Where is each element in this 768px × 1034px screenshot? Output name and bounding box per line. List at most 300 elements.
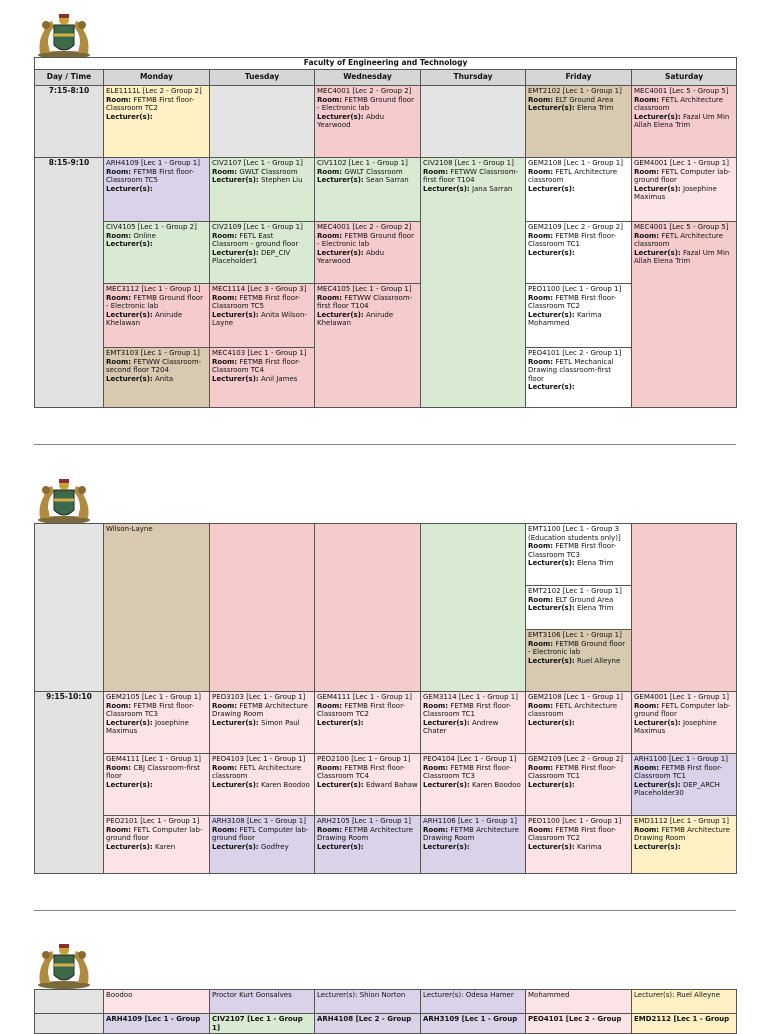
course-code: GEM2108 [Lec 1 - Group 1]: [528, 159, 623, 167]
class-cell[interactable]: [421, 816, 526, 874]
room-line: [106, 764, 207, 781]
course-code: EMT2102 [Lec 1 - Group 1]: [528, 587, 622, 595]
room-line: [528, 168, 629, 185]
room-label: Room:: [423, 763, 449, 772]
room-line: [212, 764, 312, 781]
class-cell-continued[interactable]: [632, 524, 737, 692]
class-cell[interactable]: [210, 754, 315, 816]
lecturer-value: Edward Bahaw: [365, 780, 418, 789]
class-cell[interactable]: [421, 692, 526, 754]
room-label: Room:: [317, 231, 343, 240]
course-code: GEM2105 [Lec 1 - Group 1]: [106, 693, 201, 701]
class-cell[interactable]: [526, 816, 632, 874]
room-value: FETL Architecture classroom: [528, 167, 618, 185]
room-value: FETMB First floor-Classroom TC2: [528, 293, 617, 311]
room-value: FETMB Architecture Drawing Room: [634, 825, 730, 843]
room-label: Room:: [212, 167, 238, 176]
crest-icon: [32, 941, 96, 991]
lecturer-line: [528, 559, 629, 568]
class-cell[interactable]: [526, 86, 632, 158]
class-cell[interactable]: ARH4108 [Lec 2 - Group: [315, 1014, 421, 1034]
room-value: FETMB First floor-Classroom TC2: [317, 701, 406, 719]
course-code: MEC4001 [Lec 5 - Group 5]: [634, 223, 729, 231]
room-value: FETMB Architecture Drawing Room: [317, 825, 413, 843]
course-code: CIV2107 [Lec 1 - Group 1]: [212, 159, 303, 167]
class-cell-continued[interactable]: Boodoo: [104, 990, 210, 1014]
course-code: PEO3103 [Lec 1 - Group 1]: [212, 693, 306, 701]
room-line: [212, 294, 312, 311]
class-cell[interactable]: [632, 692, 737, 754]
class-cell[interactable]: [526, 630, 632, 692]
lecturer-label: Lecturer(s):: [212, 374, 259, 383]
room-line: [423, 168, 523, 185]
lecturer-label: Lecturer(s):: [528, 104, 575, 113]
class-cell[interactable]: PEO4101 [Lec 2 - Group: [526, 1014, 632, 1034]
class-cell[interactable]: [210, 692, 315, 754]
lecturer-line: [317, 843, 418, 852]
course-code: ARH2105 [Lec 1 - Group 1]: [317, 817, 411, 825]
class-cell[interactable]: [632, 816, 737, 874]
lecturer-line: [317, 311, 418, 328]
course-code: GEM2108 [Lec 1 - Group 1]: [528, 693, 623, 701]
lecturer-value: Anita Wilson-Layne: [212, 310, 307, 328]
lecturer-line: [212, 311, 312, 328]
course-code: EMT3106 [Lec 1 - Group 1]: [528, 631, 622, 639]
lecturer-line: [634, 113, 734, 130]
lecturer-line: [106, 719, 207, 736]
room-label: Room:: [212, 701, 238, 710]
course-code: PEO2100 [Lec 1 - Group 1]: [317, 755, 411, 763]
class-cell[interactable]: [104, 222, 210, 284]
room-line: [423, 764, 523, 781]
timetable-page-2: [34, 523, 736, 879]
class-cell[interactable]: [632, 86, 737, 158]
lecturer-line: [106, 781, 207, 790]
lecturer-value: Karen: [154, 842, 176, 851]
lecturer-label: Lecturer(s):: [634, 184, 681, 193]
crest-logo: [32, 941, 96, 991]
header-monday: Monday: [104, 70, 210, 86]
lecturer-value: DEP_ARCH Placeholder30: [634, 780, 720, 798]
class-cell[interactable]: [526, 284, 632, 348]
lecturer-line: [423, 185, 523, 194]
lecturer-label: Lecturer(s):: [106, 240, 153, 249]
lecturer-line: [634, 719, 734, 736]
room-line: [212, 232, 312, 249]
course-code: GEM2109 [Lec 2 - Group 2]: [528, 755, 623, 763]
room-line: [423, 826, 523, 843]
time-slot: 8:15-9:10: [35, 158, 104, 408]
class-cell[interactable]: [421, 754, 526, 816]
room-label: Room:: [106, 231, 132, 240]
page-divider: [34, 910, 736, 911]
class-cell[interactable]: [526, 222, 632, 284]
class-cell[interactable]: EMD2112 [Lec 1 - Group: [632, 1014, 737, 1034]
room-label: Room:: [528, 167, 554, 176]
room-line: [106, 168, 207, 185]
class-cell[interactable]: [210, 816, 315, 874]
room-value: ELT Ground Area: [555, 595, 614, 604]
room-label: Room:: [106, 701, 132, 710]
crest-icon: [32, 476, 96, 526]
course-code: MEC4103 [Lec 1 - Group 1]: [212, 349, 307, 357]
room-line: [528, 358, 629, 384]
class-cell[interactable]: ARH3109 [Lec 1 - Group: [421, 1014, 526, 1034]
lecturer-label: Lecturer(s):: [317, 842, 364, 851]
room-value: FETMB Ground floor - Electronic lab: [317, 231, 414, 249]
class-cell[interactable]: [104, 284, 210, 348]
room-value: FETMB First floor-Classroom TC1: [528, 231, 617, 249]
lecturer-label: Lecturer(s):: [634, 842, 681, 851]
lecturer-line: [106, 843, 207, 852]
room-label: Room:: [423, 167, 449, 176]
class-cell[interactable]: [315, 816, 421, 874]
room-label: Room:: [212, 357, 238, 366]
lecturer-label: Lecturer(s):: [106, 374, 153, 383]
class-cell[interactable]: [104, 348, 210, 408]
course-code: MEC4001 [Lec 5 - Group 5]: [634, 87, 729, 95]
lecturer-line: [528, 249, 629, 258]
lecturer-label: Lecturer(s):: [106, 718, 153, 727]
lecturer-value: Jana Sarran: [471, 184, 513, 193]
class-cell-continued[interactable]: Mohammed: [526, 990, 632, 1014]
class-cell[interactable]: [526, 158, 632, 222]
lecturer-value: Stephen Liu: [260, 176, 303, 185]
room-line: [528, 640, 629, 657]
room-label: Room:: [528, 763, 554, 772]
lecturer-label: Lecturer(s):: [212, 310, 259, 319]
lecturer-label: Lecturer(s):: [317, 248, 364, 257]
class-cell[interactable]: [632, 754, 737, 816]
lecturer-value: Anita: [154, 374, 174, 383]
lecturer-label: Lecturer(s):: [634, 112, 681, 121]
class-cell-continued[interactable]: [210, 524, 315, 692]
room-label: Room:: [528, 357, 554, 366]
room-label: Room:: [212, 763, 238, 772]
room-label: Room:: [212, 825, 238, 834]
course-code: GEM4111 [Lec 1 - Group 1]: [106, 755, 201, 763]
lecturer-line: [423, 719, 523, 736]
lecturer-line: [212, 843, 312, 852]
lecturer-label: Lecturer(s):: [106, 842, 153, 851]
course-code: MEC1114 [Lec 3 - Group 3]: [212, 285, 307, 293]
course-code: GEM2109 [Lec 2 - Group 2]: [528, 223, 623, 231]
course-code: CIV2109 [Lec 1 - Group 1]: [212, 223, 303, 231]
class-cell[interactable]: [632, 222, 737, 408]
room-label: Room:: [212, 293, 238, 302]
lecturer-line: [106, 311, 207, 328]
room-value: FETL Computer lab-ground floor: [634, 701, 731, 719]
class-cell-continued[interactable]: Proctor Kurt Gonsalves: [210, 990, 315, 1014]
room-value: FETL Architecture classroom: [212, 763, 302, 781]
class-cell-continued[interactable]: Lecturer(s): Odesa Hamer: [421, 990, 526, 1014]
room-value: FETMB First floor-Classroom TC1: [528, 763, 617, 781]
room-label: Room:: [528, 231, 554, 240]
course-code: ELE1111L [Lec 2 - Group 2]: [106, 87, 202, 95]
room-label: Room:: [106, 293, 132, 302]
lecturer-label: Lecturer(s):: [212, 248, 259, 257]
room-line: [634, 702, 734, 719]
lecturer-value: Elena Trim: [576, 604, 614, 613]
course-code: EMT1100 [Lec 1 - Group 3 (Education students only)]: [528, 525, 621, 542]
room-label: Room:: [528, 595, 554, 604]
room-value: Online: [133, 231, 156, 240]
room-label: Room:: [634, 231, 660, 240]
room-value: FETMB First floor-Classroom TC1: [423, 701, 512, 719]
room-value: FETL Computer lab-ground floor: [212, 825, 309, 843]
room-label: Room:: [634, 763, 660, 772]
lecturer-line: [634, 843, 734, 852]
course-code: MEC4001 [Lec 2 - Group 2]: [317, 223, 412, 231]
room-label: Room:: [634, 167, 660, 176]
lecturer-line: [528, 311, 629, 328]
room-value: FETMB Ground floor - Electronic lab: [106, 293, 203, 311]
room-line: [212, 358, 312, 375]
course-code: GEM4111 [Lec 1 - Group 1]: [317, 693, 412, 701]
lecturer-value: Karen Boodoo: [260, 780, 310, 789]
lecturer-line: [106, 375, 207, 384]
lecturer-label: Lecturer(s):: [528, 310, 575, 319]
lecturer-label: Lecturer(s):: [528, 184, 575, 193]
room-value: FETL East Classroom - ground floor: [212, 231, 299, 249]
room-line: [106, 702, 207, 719]
course-code: EMT3103 [Lec 1 - Group 1]: [106, 349, 200, 357]
room-label: Room:: [528, 825, 554, 834]
class-cell[interactable]: CIV2107 [Lec 1 - Group 1]: [210, 1014, 315, 1034]
class-cell-continued[interactable]: Wilson-Layne: [104, 524, 210, 692]
room-value: FETWW Classroom-second floor T204: [106, 357, 202, 375]
header-tuesday: Tuesday: [210, 70, 315, 86]
lecturer-label: Lecturer(s):: [528, 656, 575, 665]
room-line: [528, 232, 629, 249]
lecturer-label: Lecturer(s):: [317, 112, 364, 121]
room-label: Room:: [528, 542, 554, 551]
room-label: Room:: [423, 701, 449, 710]
class-cell[interactable]: [315, 222, 421, 284]
room-line: [317, 764, 418, 781]
lecturer-line: [528, 657, 629, 666]
lecturer-value: Karen Boodoo: [471, 780, 521, 789]
room-line: [528, 702, 629, 719]
class-cell[interactable]: [104, 158, 210, 222]
lecturer-value: Anirude Khelawan: [317, 310, 394, 328]
lecturer-label: Lecturer(s):: [106, 184, 153, 193]
course-code: ARH1106 [Lec 1 - Group 1]: [423, 817, 517, 825]
course-code: EMT2102 [Lec 1 - Group 1]: [528, 87, 622, 95]
room-line: [634, 826, 734, 843]
lecturer-label: Lecturer(s):: [634, 780, 681, 789]
course-code: CIV1102 [Lec 1 - Group 1]: [317, 159, 408, 167]
lecturer-line: [106, 185, 207, 194]
class-cell[interactable]: [526, 692, 632, 754]
lecturer-value: Ruel Alleyne: [576, 656, 621, 665]
lecturer-line: [212, 781, 312, 790]
class-cell[interactable]: [315, 158, 421, 222]
lecturer-line: [106, 113, 207, 122]
room-line: [212, 826, 312, 843]
empty-cell: [421, 86, 526, 158]
class-cell[interactable]: [210, 348, 315, 408]
lecturer-label: Lecturer(s):: [317, 780, 364, 789]
lecturer-label: Lecturer(s):: [212, 718, 259, 727]
room-value: FETMB First floor-Classroom TC5: [106, 167, 195, 185]
course-code: GEM4001 [Lec 1 - Group 1]: [634, 693, 729, 701]
lecturer-line: [528, 719, 629, 728]
room-label: Room:: [634, 701, 660, 710]
lecturer-value: Godfrey: [260, 842, 289, 851]
class-cell[interactable]: [315, 284, 421, 408]
room-value: FETMB First floor-Classroom TC4: [212, 357, 301, 375]
class-cell[interactable]: [104, 86, 210, 158]
class-cell[interactable]: [210, 284, 315, 348]
timetable-title: Faculty of Engineering and Technology: [35, 58, 737, 70]
lecturer-label: Lecturer(s):: [528, 604, 575, 613]
room-line: [317, 168, 418, 177]
course-code: PEO4104 [Lec 1 - Group 1]: [423, 755, 517, 763]
lecturer-line: [317, 249, 418, 266]
lecturer-line: [212, 249, 312, 266]
lecturer-value: Fazal Um Min Allah Elena Trim: [634, 112, 730, 130]
class-cell-continued[interactable]: [315, 524, 421, 692]
lecturer-line: [106, 240, 207, 249]
room-label: Room:: [317, 825, 343, 834]
room-line: [634, 96, 734, 113]
course-code: MEC3112 [Lec 1 - Group 1]: [106, 285, 201, 293]
room-line: [528, 96, 629, 105]
lecturer-line: [528, 781, 629, 790]
room-line: [528, 542, 629, 559]
room-label: Room:: [106, 167, 132, 176]
course-code: GEM3114 [Lec 1 - Group 1]: [423, 693, 518, 701]
room-value: FETMB First floor-Classroom TC1: [634, 763, 723, 781]
lecturer-line: [423, 843, 523, 852]
lecturer-line: [634, 781, 734, 798]
lecturer-label: Lecturer(s):: [528, 248, 575, 257]
lecturer-label: Lecturer(s):: [634, 718, 681, 727]
class-cell[interactable]: [632, 158, 737, 222]
class-cell-continued[interactable]: Lecturer(s): Ruel Alleyne: [632, 990, 737, 1014]
room-value: FETMB First floor-Classroom TC2: [528, 825, 617, 843]
class-cell[interactable]: ARH4109 [Lec 1 - Group: [104, 1014, 210, 1034]
room-value: FETL Computer lab-ground floor: [106, 825, 203, 843]
room-value: FETMB Ground floor - Electronic lab: [317, 95, 414, 113]
room-line: [212, 702, 312, 719]
lecturer-line: [317, 781, 418, 790]
lecturer-label: Lecturer(s):: [106, 112, 153, 121]
course-code: PEO1100 [Lec 1 - Group 1]: [528, 285, 622, 293]
room-value: FETL Architecture classroom: [528, 701, 618, 719]
room-label: Room:: [528, 95, 554, 104]
crest-icon: [32, 11, 96, 61]
room-line: [634, 232, 734, 249]
lecturer-line: [528, 604, 629, 613]
lecturer-value: Sean Sarran: [365, 176, 409, 185]
room-line: [106, 96, 207, 113]
lecturer-value: Josephine Maximus: [106, 718, 189, 736]
room-label: Room:: [212, 231, 238, 240]
lecturer-value: Andrew Chater: [423, 718, 499, 736]
room-line: [528, 826, 629, 843]
room-value: FETMB First floor-Classroom TC5: [212, 293, 301, 311]
room-label: Room:: [106, 95, 132, 104]
course-code: ARH1100 [Lec 1 - Group 1]: [634, 755, 728, 763]
course-code: ARH3108 [Lec 1 - Group 1]: [212, 817, 306, 825]
class-cell[interactable]: [210, 158, 315, 222]
lecturer-line: [528, 185, 629, 194]
empty-cell: [210, 86, 315, 158]
room-value: FETMB Architecture Drawing Room: [212, 701, 308, 719]
room-value: FETL Computer lab-ground floor: [634, 167, 731, 185]
lecturer-line: [528, 843, 629, 852]
room-label: Room:: [106, 357, 132, 366]
course-code: ARH4109 [Lec 1 - Group 1]: [106, 159, 200, 167]
room-value: GWLT Classroom: [239, 167, 298, 176]
course-code: MEC4001 [Lec 2 - Group 2]: [317, 87, 412, 95]
class-cell[interactable]: [315, 692, 421, 754]
lecturer-value: Fazal Um Min Allah Elena Trim: [634, 248, 730, 266]
class-cell[interactable]: [315, 86, 421, 158]
class-cell[interactable]: [104, 816, 210, 874]
header-saturday: Saturday: [632, 70, 737, 86]
course-code: MEC4105 [Lec 1 - Group 1]: [317, 285, 412, 293]
room-value: FETL Architecture classroom: [634, 95, 724, 113]
lecturer-label: Lecturer(s):: [423, 842, 470, 851]
class-cell[interactable]: [210, 222, 315, 284]
lecturer-line: [317, 719, 418, 728]
room-label: Room:: [106, 763, 132, 772]
lecturer-label: Lecturer(s):: [423, 718, 470, 727]
header-day-time: Day / Time: [35, 70, 104, 86]
lecturer-value: Simon Paul: [260, 718, 300, 727]
room-label: Room:: [317, 95, 343, 104]
course-code: CIV4105 [Lec 1 - Group 2]: [106, 223, 197, 231]
lecturer-label: Lecturer(s):: [212, 842, 259, 851]
room-line: [106, 826, 207, 843]
class-cell[interactable]: [421, 158, 526, 408]
class-cell-continued[interactable]: Lecturer(s): Shion Norton: [315, 990, 421, 1014]
room-label: Room:: [528, 293, 554, 302]
lecturer-label: Lecturer(s):: [212, 176, 259, 185]
room-line: [528, 294, 629, 311]
crest-logo: [32, 476, 96, 526]
room-value: FETMB Ground floor - Electronic lab: [528, 639, 625, 657]
class-cell-continued[interactable]: [421, 524, 526, 692]
class-cell[interactable]: [104, 754, 210, 816]
lecturer-value: Anirude Khelawan: [106, 310, 183, 328]
class-cell[interactable]: [104, 692, 210, 754]
class-cell[interactable]: [526, 524, 632, 586]
header-row: [35, 70, 737, 86]
room-line: [423, 702, 523, 719]
room-label: Room:: [317, 167, 343, 176]
class-cell[interactable]: [526, 586, 632, 630]
room-value: ELT Ground Area: [555, 95, 614, 104]
class-cell[interactable]: [526, 754, 632, 816]
lecturer-label: Lecturer(s):: [423, 780, 470, 789]
lecturer-value: Karima: [576, 842, 602, 851]
room-value: FETMB First floor-Classroom TC3: [423, 763, 512, 781]
lecturer-label: Lecturer(s):: [528, 383, 575, 392]
room-line: [106, 232, 207, 241]
class-cell[interactable]: [526, 348, 632, 408]
lecturer-value: Abdu Yearwood: [317, 248, 385, 266]
room-value: FETWW Classroom-first floor T104: [423, 167, 519, 185]
class-cell[interactable]: [315, 754, 421, 816]
lecturer-label: Lecturer(s):: [317, 718, 364, 727]
room-line: [317, 702, 418, 719]
room-value: FETMB First floor-Classroom TC3: [106, 701, 195, 719]
course-code: GEM4001 [Lec 1 - Group 1]: [634, 159, 729, 167]
